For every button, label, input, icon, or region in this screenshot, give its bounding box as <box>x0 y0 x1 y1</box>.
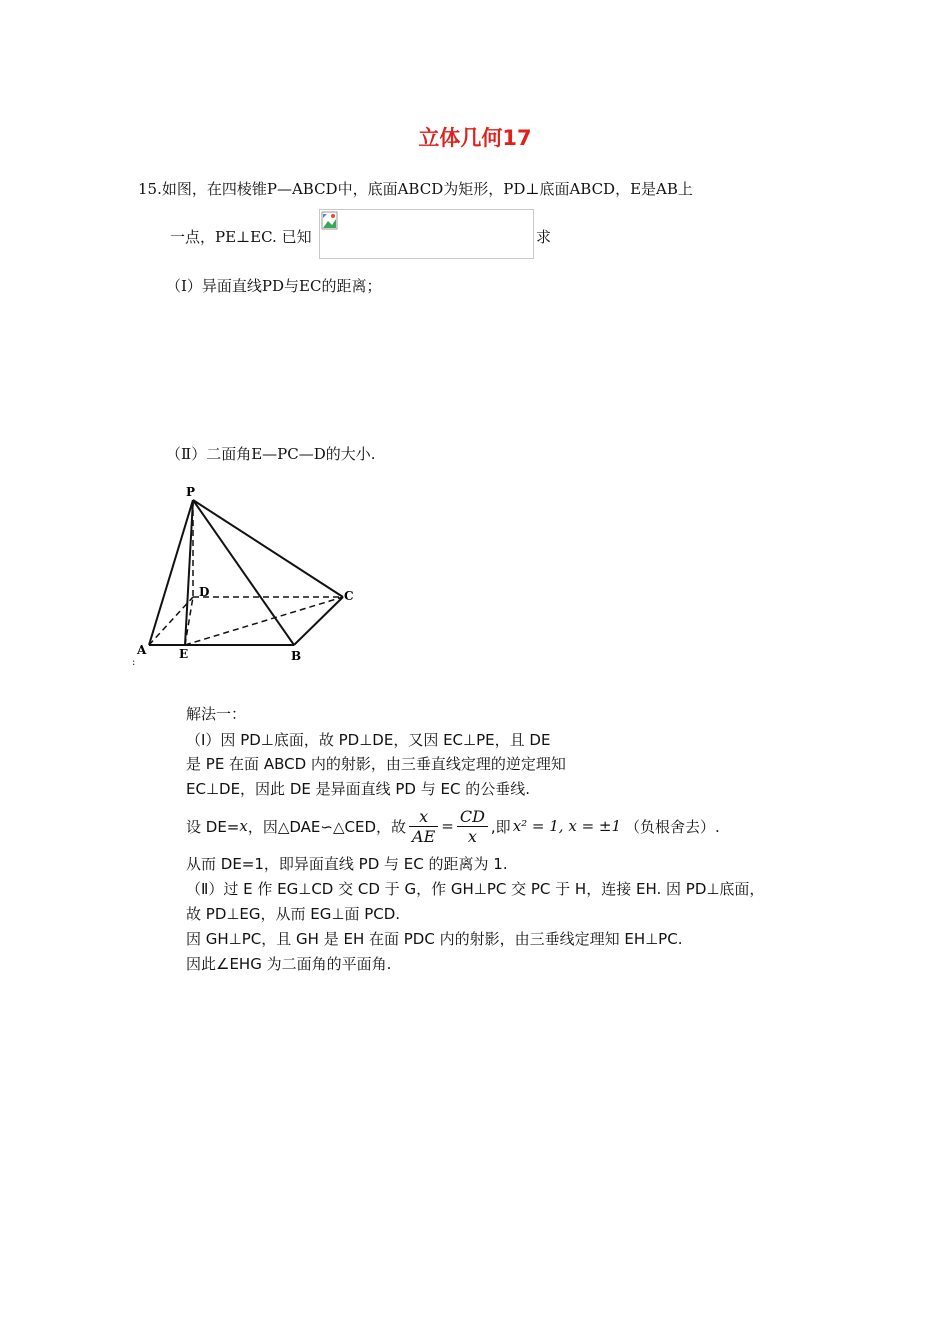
solution-line-1: （Ⅰ）因 PD⊥底面，故 PD⊥DE，又因 EC⊥PE，且 DE <box>186 731 551 749</box>
edge-pb <box>193 500 294 645</box>
edge-bc <box>294 597 343 645</box>
edge-pc <box>193 500 343 597</box>
problem-statement-line2a: 一点，PE⊥EC. 已知 <box>170 228 312 246</box>
problem-statement-line1: 15.如图，在四棱锥P—ABCD中，底面ABCD为矩形，PD⊥底面ABCD，E是AB上 <box>138 180 693 198</box>
equals-sign: = <box>441 817 454 835</box>
stray-mark: : <box>132 657 136 668</box>
solution-line-3: EC⊥DE，因此 DE 是异面直线 PD 与 EC 的公垂线. <box>186 780 530 798</box>
solution-line-4 <box>186 803 720 849</box>
solution-line-6: （Ⅱ）过 E 作 EG⊥CD 交 CD 于 G，作 GH⊥PC 交 PC 于 H，连接 EH. 因 PD⊥底面， <box>186 880 765 898</box>
broken-image-icon <box>321 211 339 231</box>
question-part-2: （Ⅱ）二面角E—PC—D的大小. <box>166 445 376 463</box>
label-b: B <box>291 649 302 663</box>
equation-x-squared: x² = 1, x = ±1 <box>512 817 622 835</box>
label-p: P <box>186 485 196 499</box>
solution-line-4-a: 设 DE= <box>186 817 240 836</box>
solution-line-8: 因 GH⊥PC，且 GH 是 EH 在面 PDC 内的射影，由三垂线定理知 EH⊥PC. <box>186 930 683 948</box>
solution-line-9: 因此∠EHG 为二面角的平面角. <box>186 955 392 973</box>
solution-line-4-c: ,即 <box>490 817 511 836</box>
fraction-cd-over-x <box>457 807 488 846</box>
pyramid-figure <box>128 483 368 673</box>
label-d: D <box>199 585 210 599</box>
fraction-denominator: x <box>467 826 477 846</box>
broken-image-placeholder <box>319 209 534 259</box>
fraction-numerator: CD <box>457 807 488 827</box>
solution-line-4-b: ，因△DAE∽△CED，故 <box>247 817 407 836</box>
solution-line-4-e: （负根舍去）. <box>625 817 720 836</box>
question-part-1: （Ⅰ）异面直线PD与EC的距离； <box>166 277 382 295</box>
solution-line-2: 是 PE 在面 ABCD 内的射影，由三垂直线定理的逆定理知 <box>186 755 566 773</box>
fraction-x-over-ae <box>409 807 438 846</box>
fraction-denominator: AE <box>412 826 436 846</box>
solution-line-5: 从而 DE=1，即异面直线 PD 与 EC 的距离为 1. <box>186 855 508 873</box>
solution-heading: 解法一： <box>186 705 247 723</box>
page-title: 立体几何17 <box>418 126 532 150</box>
label-e: E <box>179 647 189 661</box>
problem-statement-line2b: 求 <box>536 228 552 246</box>
variable-x: x <box>239 817 248 835</box>
solution-line-7: 故 PD⊥EG，从而 EG⊥面 PCD. <box>186 905 401 923</box>
label-a: A <box>137 643 147 657</box>
fraction-numerator: x <box>409 807 438 827</box>
label-c: C <box>344 589 354 603</box>
